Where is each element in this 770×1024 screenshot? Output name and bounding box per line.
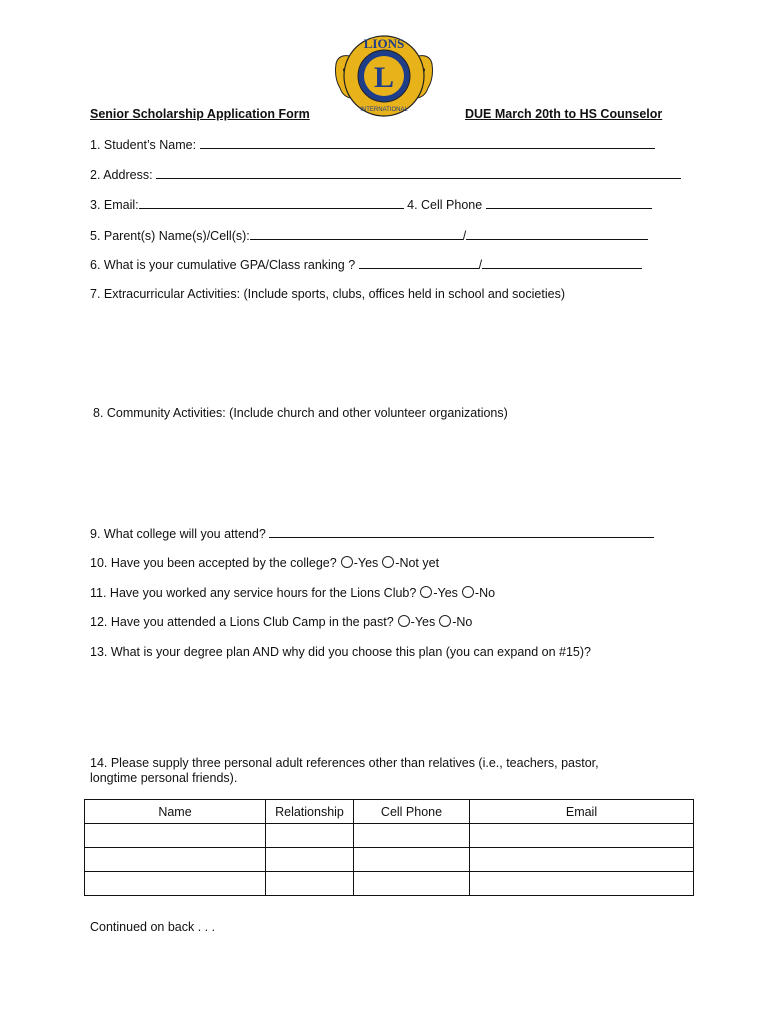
q11-label: 11. Have you worked any service hours for the Lions Club? — [90, 586, 417, 600]
college-field[interactable] — [269, 526, 654, 538]
parent-cells-field[interactable] — [466, 228, 648, 240]
header-email: Email — [470, 800, 694, 824]
reference-phone-cell[interactable] — [354, 848, 470, 872]
q1-label: 1. Student’s Name: — [90, 138, 197, 152]
q14-label-line1: 14. Please supply three personal adult references other than relatives (i.e., teachers, pastor, — [90, 756, 599, 770]
logo-top-text: LIONS — [363, 36, 405, 51]
q11-no-label: -No — [474, 586, 496, 600]
student-name-field[interactable] — [200, 137, 655, 149]
q12-no-radio[interactable] — [439, 615, 451, 627]
q11-no-radio[interactable] — [462, 586, 474, 598]
q2-row — [90, 167, 681, 182]
reference-name-cell[interactable] — [85, 824, 266, 848]
reference-name-cell[interactable] — [85, 872, 266, 896]
references-table — [84, 799, 694, 896]
q12-yes-label: -Yes — [410, 615, 436, 629]
parent-names-field[interactable] — [250, 228, 463, 240]
reference-relationship-cell[interactable] — [266, 848, 354, 872]
table-row — [85, 872, 694, 896]
q10-label: 10. Have you been accepted by the college? — [90, 556, 337, 570]
separator: / — [462, 229, 467, 243]
class-ranking-field[interactable] — [482, 257, 642, 269]
logo-letter: L — [373, 61, 395, 94]
continued-note: Continued on back . . . — [90, 920, 216, 934]
q5-row — [90, 228, 648, 243]
table-row — [85, 848, 694, 872]
q6-label: 6. What is your cumulative GPA/Class ranking ? — [90, 258, 356, 272]
reference-relationship-cell[interactable] — [266, 872, 354, 896]
logo-bottom-text: INTERNATIONAL — [360, 107, 408, 113]
reference-phone-cell[interactable] — [354, 872, 470, 896]
form-title: Senior Scholarship Application Form — [90, 107, 310, 121]
q5-label: 5. Parent(s) Name(s)/Cell(s): — [90, 229, 250, 243]
q6-row — [90, 257, 642, 272]
q10-yes-label: -Yes — [353, 556, 379, 570]
q10-not-yet-label: -Not yet — [395, 556, 440, 570]
reference-relationship-cell[interactable] — [266, 824, 354, 848]
reference-phone-cell[interactable] — [354, 824, 470, 848]
q3-label: 3. Email: — [90, 198, 139, 212]
due-date: DUE March 20th to HS Counselor — [465, 107, 663, 121]
community-answer-area[interactable] — [90, 424, 690, 514]
q1-row — [90, 137, 655, 152]
reference-email-cell[interactable] — [470, 848, 694, 872]
extracurricular-answer-area[interactable] — [90, 305, 690, 395]
separator: / — [478, 258, 483, 272]
q11-yes-label: -Yes — [433, 586, 458, 600]
q3-q4-row — [90, 197, 652, 212]
email-field[interactable] — [139, 197, 404, 209]
header-cell-phone: Cell Phone — [354, 800, 470, 824]
table-header-row — [85, 800, 694, 824]
degree-plan-answer-area[interactable] — [90, 663, 690, 748]
q7-label: 7. Extracurricular Activities: (Include sports, clubs, offices held in school and societies) — [90, 287, 565, 301]
q12-label: 12. Have you attended a Lions Club Camp in the past? — [90, 615, 394, 629]
q10-row — [90, 556, 439, 570]
gpa-field[interactable] — [359, 257, 479, 269]
cell-phone-field[interactable] — [486, 197, 652, 209]
table-row — [85, 824, 694, 848]
q12-no-label: -No — [452, 615, 473, 629]
q12-row — [90, 615, 472, 629]
reference-email-cell[interactable] — [470, 872, 694, 896]
q2-label: 2. Address: — [90, 168, 153, 182]
q8-label: 8. Community Activities: (Include church and other volunteer organizations) — [93, 406, 508, 420]
q9-label: 9. What college will you attend? — [90, 527, 266, 541]
header-name: Name — [85, 800, 266, 824]
q14-label-line2: longtime personal friends). — [90, 771, 238, 785]
lions-logo — [334, 26, 434, 126]
q10-not-yet-radio[interactable] — [382, 556, 394, 568]
reference-name-cell[interactable] — [85, 848, 266, 872]
header-relationship: Relationship — [266, 800, 354, 824]
q4-label: 4. Cell Phone — [407, 198, 483, 212]
reference-email-cell[interactable] — [470, 824, 694, 848]
q11-row — [90, 586, 495, 600]
address-field[interactable] — [156, 167, 681, 179]
q12-yes-radio[interactable] — [398, 615, 410, 627]
q9-row — [90, 526, 654, 541]
q11-yes-radio[interactable] — [420, 586, 432, 598]
q10-yes-radio[interactable] — [341, 556, 353, 568]
q13-label: 13. What is your degree plan AND why did you choose this plan (you can expand on #15)? — [90, 645, 592, 659]
